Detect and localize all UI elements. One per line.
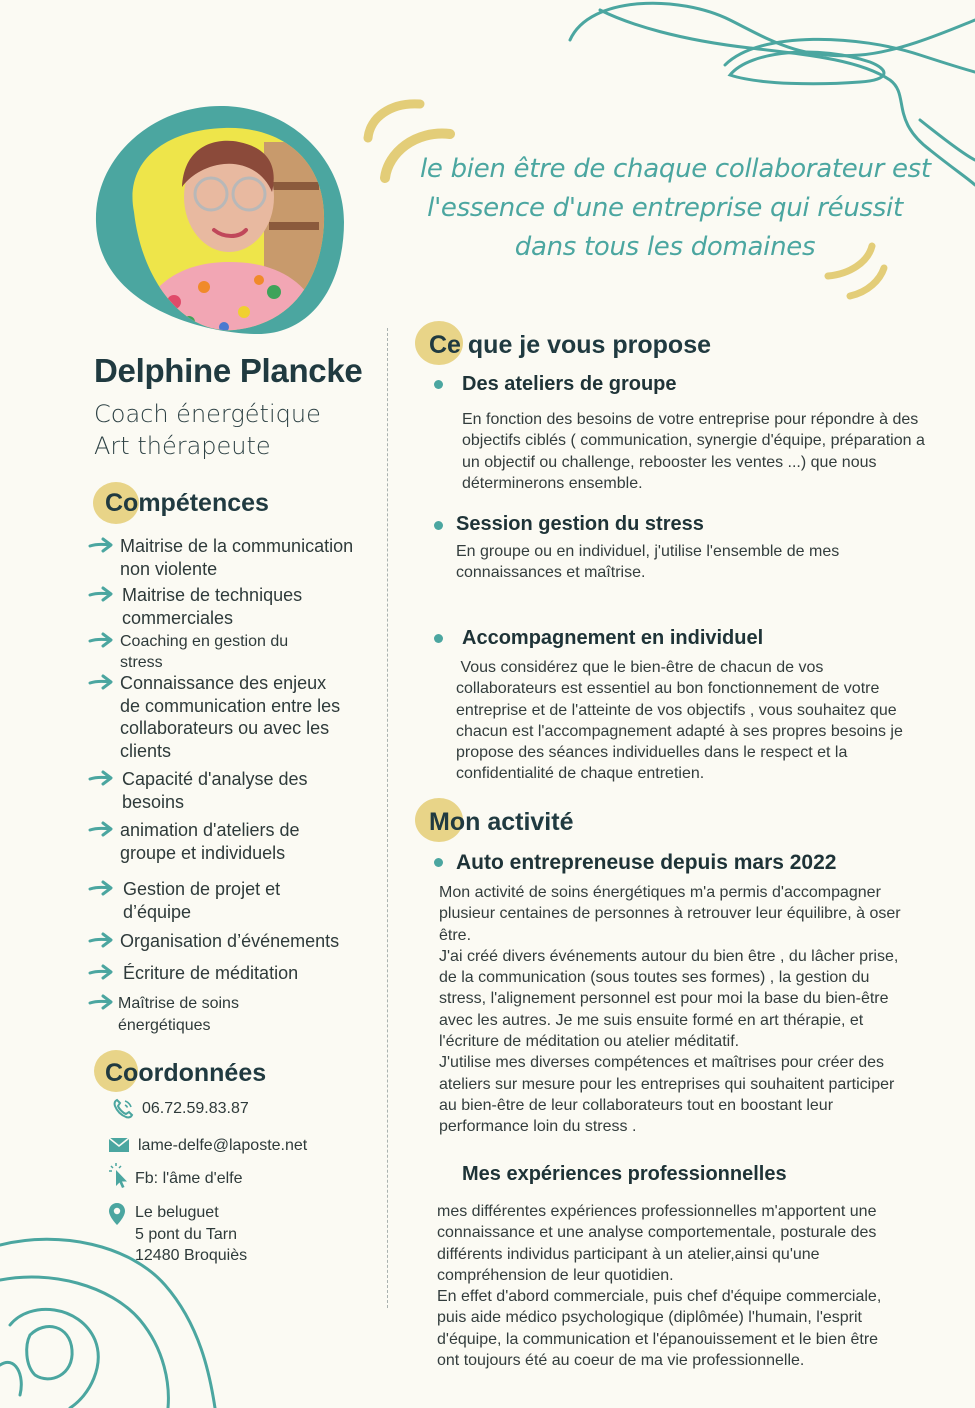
text-line: être. [439,926,472,944]
text-line: confidentialité de chaque entretien. [456,765,705,783]
skill-line: Maîtrise de soins [118,995,239,1012]
text-line: objectifs ciblés ( communication, synergie d'équipe, préparation a [462,432,925,450]
column-divider [387,328,388,1308]
text-line: En fonction des besoins de votre entreprise pour répondre à des [462,411,919,428]
skill-item [88,672,378,764]
role-title: Coach énergétique [94,400,321,428]
skill-line: Maitrise de techniques [122,585,303,605]
skill-line: commerciales [122,608,234,628]
person-name: Delphine Plancke [94,352,363,389]
skill-text [120,535,353,581]
text-line: collaborateurs est essentiel au bon fonctionnement de votre [456,680,880,698]
text-line: un objectif ou challenge, rebooster les ventes ...) que nous [462,453,877,471]
skill-line: Connaissance des enjeux [120,673,327,693]
text-line: l'écriture de méditation ou atelier méditatif. [439,1033,740,1051]
offer-title: Ce que je vous propose [429,331,712,359]
text-line: mes différentes expériences professionnelles m'apportent une [437,1203,877,1220]
skill-text [120,819,300,865]
text-line: Mon activité de soins énergétiques m'a permis d'accompagner [439,884,881,901]
skill-line: Gestion de projet et [123,879,281,899]
activity-title: Mon activité [429,808,574,836]
text-line: de la communication (sous toutes ses formes) , la gestion du [439,969,870,987]
arrow-icon [88,821,114,837]
tagline-quote [420,150,931,267]
text-line: performance loin du stress . [439,1118,637,1136]
skill-item [88,878,378,924]
text-line: En groupe ou en individuel, j'utilise l'ensemble de mes [456,543,840,560]
skill-item [88,584,378,630]
skill-item [88,819,378,865]
skill-line: Coaching en gestion du [120,633,289,650]
text-line: J'utilise mes diverses compétences et maîtrises pour créer des [439,1054,885,1072]
skill-line: stress [120,654,163,671]
bullet-dot [434,634,443,643]
skill-line: groupe et individuels [120,843,286,863]
contact-title: Coordonnées [105,1059,267,1087]
bullet-dot [434,858,443,867]
text-line: plusieur centaines de personnes à retrouver leur équilibre, à oser [439,905,901,923]
offer-item-text [462,409,925,494]
address-line: 12480 Broquiès [135,1247,248,1264]
text-line: ont toujours été au coeur de ma vie professionnelle. [437,1352,805,1370]
skill-text: Écriture de méditation [123,963,299,983]
location-pin-icon [108,1202,126,1226]
text-line: d'équipe, la communication et l'épanouissement et le bien être [437,1330,879,1348]
skill-text [123,878,280,924]
postal-address [135,1202,247,1267]
arrow-icon [88,674,114,690]
skill-text [122,584,302,630]
email-address[interactable]: lame-delfe@laposte.net [138,1137,308,1154]
text-line: puis aide médico psychologique (diplômée) l'humain, l'esprit [437,1309,862,1327]
portrait-photo [94,102,346,338]
skill-item [88,631,378,673]
text-line: compréhension de leur quotidien. [437,1266,674,1284]
text-line: chacun est l'accompagnement adapté à ses propres besoins je [456,722,903,740]
skill-line: Maitrise de la communication [120,536,354,556]
skill-line: énergétiques [118,1017,211,1034]
skill-item [88,930,378,954]
skill-text [122,768,308,814]
text-line: au bien-être de leur collaborateurs tout en boostant leur [439,1096,834,1114]
text-line: déterminerons ensemble. [462,474,643,492]
skill-line: de communication entre les [120,695,341,716]
envelope-icon [108,1137,130,1153]
offer-item-text [456,657,903,785]
experience-text [437,1201,881,1371]
skill-line: clients [120,740,172,761]
text-line: ateliers sur mesure pour les entreprises qui souhaitent participer [439,1075,895,1093]
offer-item-text [456,541,839,584]
skill-line: collaborateurs ou avec les [120,718,330,738]
offer-item-title: Des ateliers de groupe [462,373,677,395]
skill-text [120,672,340,762]
quote-line: l'essence d'une entreprise qui réussit [427,193,903,223]
address-line: Le beluguet [135,1204,219,1221]
text-line: stress, l'alignement personnel est pour moi la base du bien-être [439,990,889,1008]
skill-line: d’équipe [123,902,192,922]
activity-subtitle: Auto entrepreneuse depuis mars 2022 [456,851,837,874]
text-line: entreprise et de l'atteinte de vos objectifs , vous souhaitez que [456,701,897,719]
skill-item [88,962,378,986]
address-line: 5 pont du Tarn [135,1225,238,1243]
experience-title: Mes expériences professionnelles [462,1163,787,1185]
skill-line: non violente [120,559,218,579]
text-line: avec les autres. Je me suis ensuite formé en art thérapie, et [439,1011,864,1029]
quote-line: le bien être de chaque collaborateur est [420,154,931,184]
skill-text [118,993,239,1037]
skill-line: besoins [122,792,185,812]
text-line: connaissances et maîtrise. [456,564,646,582]
arrow-icon [88,932,114,948]
arrow-icon [88,964,114,980]
arrow-icon [88,770,114,786]
skill-item [88,535,378,581]
arrow-icon [88,880,114,896]
role-title: Art thérapeute [94,432,271,460]
skill-line: Capacité d'analyse des [122,769,308,789]
bullet-dot [434,521,443,530]
text-line: J'ai créé divers événements autour du bien être , du lâcher prise, [439,947,899,965]
pointer-click-icon [108,1162,130,1190]
skill-text: Organisation d’événements [120,931,340,951]
skills-title: Compétences [105,489,269,517]
arrow-icon [88,632,114,648]
arrow-icon [88,537,114,553]
activity-text [439,882,901,1138]
arrow-icon [88,994,114,1010]
text-line: différents individus participant à un atelier,ainsi qu'une [437,1245,820,1263]
offer-item-title: Accompagnement en individuel [462,627,764,649]
phone-icon [112,1098,134,1120]
text-line: En effet d'abord commerciale, puis chef d'équipe commerciale, [437,1288,882,1306]
text-line: propose des séances individuelles dans le respect et la [456,744,848,762]
quote-line: dans tous les domaines [514,232,816,262]
skill-text [120,631,288,673]
text-line: connaissance et une analyse comportementale, posturale des [437,1224,877,1242]
facebook-handle[interactable]: Fb: l'âme d'elfe [135,1170,243,1187]
offer-item-title: Session gestion du stress [456,513,704,535]
arrow-icon [88,586,114,602]
bullet-dot [434,380,443,389]
skill-line: animation d'ateliers de [120,820,300,840]
phone-number[interactable]: 06.72.59.83.87 [142,1100,249,1117]
text-line: Vous considérez que le bien-être de chacun de vos [456,659,824,676]
skill-item [88,768,378,814]
skill-item [88,993,378,1037]
